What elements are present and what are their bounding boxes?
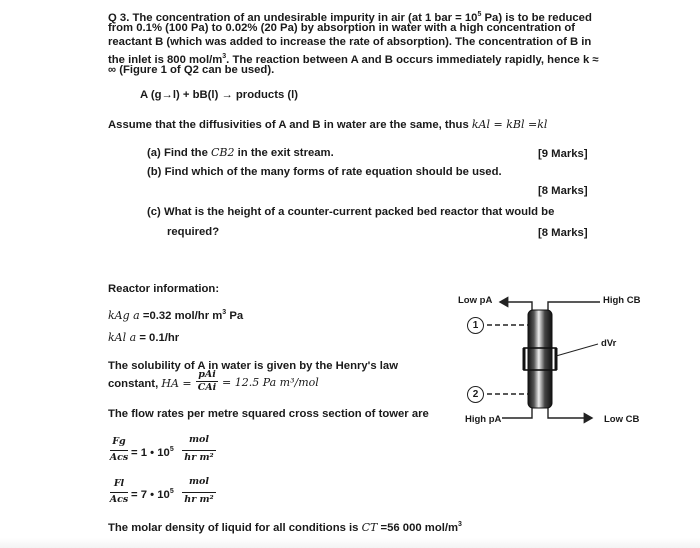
solubility-line-1: The solubility of A in water is given by the Henry's law (108, 360, 398, 372)
fl-unit-denominator: hr m² (184, 494, 214, 505)
fg-denominator: Acs (109, 452, 129, 463)
part-a-marks: [9 Marks] (538, 148, 588, 160)
reactor-column (528, 310, 552, 408)
fl-numerator: Fl (113, 478, 125, 489)
fl-value: = 7 • $10^5$ (131, 488, 174, 501)
point-2-marker: 2 (467, 386, 484, 403)
fg-unit-denominator: hr m² (184, 452, 214, 463)
fl-unit-bar (182, 492, 216, 493)
part-b-marks: [8 Marks] (538, 185, 588, 197)
part-a: (a) Find the CB2 in the exit stream. (147, 146, 334, 159)
low-cb-label: Low CB (604, 414, 640, 425)
diffusivity-expression: kAl = kBl =kl (471, 118, 548, 131)
henry-numerator: pAi (198, 369, 216, 380)
point-1-marker: 1 (467, 317, 484, 334)
fg-numerator: Fg (112, 436, 126, 447)
molar-density-line: The molar density of liquid for all conditions is CT =56 000 mol/$m^3$ (108, 520, 462, 534)
liquid-inlet-line (548, 302, 600, 310)
question-line-3: reactant B (which was added to increase the rate of absorption). The concentration of B in (108, 36, 592, 48)
gas-outlet-arrow (500, 302, 532, 310)
part-c-line-2: required? (167, 226, 220, 238)
packed-bed-reactor-diagram (440, 290, 640, 430)
fl-unit-numerator: mol (189, 476, 209, 487)
flow-rate-text: The flow rates per metre squared cross section of tower are (108, 408, 429, 420)
high-pa-label: High pA (465, 414, 502, 425)
assumption-line: Assume that the diffusivities of A and B in water are the same, thus kAl = kBl =kl (108, 118, 548, 131)
question-line-1: Q 3. The concentration of an undesirable impurity in air (at 1 bar = $10^5$ Pa) is to be reduced (108, 11, 592, 24)
reaction-equation: A (g→l) + bB(l) → products (l) (140, 89, 299, 101)
kal-line: kAl a = 0.1/hr (108, 331, 180, 344)
dvr-label: dVr (601, 338, 617, 349)
dvr-pointer (556, 344, 598, 356)
fg-unit-bar (182, 450, 216, 451)
fg-unit-numerator: mol (189, 434, 209, 445)
low-pa-label: Low pA (458, 295, 493, 306)
fg-fraction-bar (110, 450, 128, 451)
part-b: (b) Find which of the many forms of rate equation should be used. (147, 166, 502, 178)
gas-inlet-line (502, 408, 532, 418)
part-c: (c) What is the height of a counter-current packed bed reactor that would be (147, 206, 555, 218)
liquid-outlet-arrow (548, 408, 592, 418)
solubility-line-2: constant, HA = (108, 377, 192, 390)
high-cb-label: High CB (603, 295, 641, 306)
reactor-heading: Reactor information: (108, 283, 220, 295)
fl-fraction-bar (110, 492, 128, 493)
fg-value: = 1 • $10^5$ (131, 446, 174, 459)
question-line-5: ∞ (Figure 1 of Q2 can be used). (108, 64, 275, 76)
kag-line: kAg a =0.32 mol/hr $m^3$ Pa (108, 308, 244, 322)
fl-denominator: Acs (109, 494, 129, 505)
page-bottom-edge (0, 538, 700, 548)
part-c-marks: [8 Marks] (538, 227, 588, 239)
henry-value: = 12.5 Pa m³/mol (222, 376, 319, 389)
question-line-4: the inlet is 800 mol/$m^3$. The reaction between A and B occurs immediately rapidly, hence k ≈ (108, 53, 599, 66)
question-line-2: from 0.1% (100 Pa) to 0.02% (20 Pa) by absorption in water with a high concentration of (108, 22, 576, 34)
henry-denominator: CAi (197, 382, 217, 393)
